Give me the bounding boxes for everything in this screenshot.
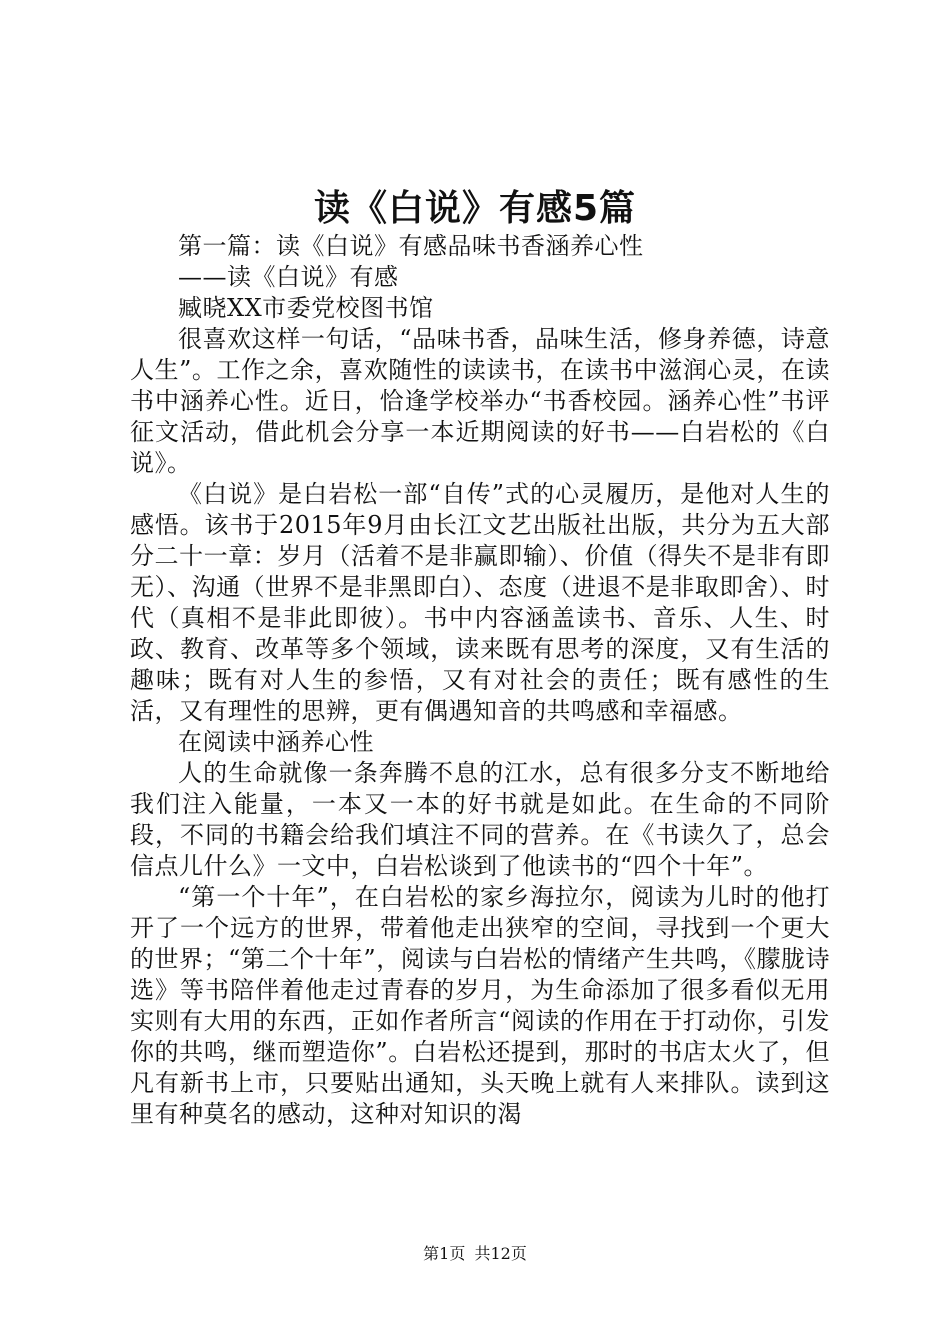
author-line: 臧晓XX市委党校图书馆: [178, 294, 434, 322]
subsection-heading: 在阅读中涵养心性: [178, 728, 374, 756]
page-number: 第1页: [423, 1244, 466, 1263]
page-total: 共12页: [474, 1244, 527, 1263]
page-footer: [0, 1243, 950, 1265]
section-heading: 第一篇：读《白说》有感品味书香涵养心性: [178, 232, 644, 260]
subtitle: ——读《白说》有感: [178, 263, 399, 291]
paragraph: 《白说》是白岩松一部“自传”式的心灵履历，是他对人生的感悟。该书于2015年9月由长江文艺出版社出版，共分为五大部分二十一章：岁月（活着不是非赢即输）、价值（得失不是非有即无）、沟通（世界不是非黑即白）、态度（进退不是非取即舍）、时代（真相不是非此即彼）。书中内容涵盖读书、音乐、人生、时政、教育、改革等多个领域，读来既有思考的深度，又有生活的趣味；既有对人生的参悟，又有对社会的责任；既有感性的生活，又有理性的思辨，更有偶遇知音的共鸣感和幸福感。: [130, 480, 830, 725]
document-title: 读《白说》有感5篇: [313, 188, 637, 229]
document-body: [130, 231, 830, 1130]
paragraph: 人的生命就像一条奔腾不息的江水，总有很多分支不断地给我们注入能量，一本又一本的好书就是如此。在生命的不同阶段，不同的书籍会给我们填注不同的营养。在《书读久了，总会信点儿什么》一文中，白岩松谈到了他读书的“四个十年”。: [130, 759, 830, 880]
paragraph: 很喜欢这样一句话，“品味书香，品味生活，修身养德，诗意人生”。工作之余，喜欢随性的读读书，在读书中滋润心灵，在读书中涵养心性。近日，恰逢学校举办“书香校园。涵养心性”书评征文活动，借此机会分享一本近期阅读的好书——白岩松的《白说》。: [130, 325, 830, 477]
paragraph: “第一个十年”，在白岩松的家乡海拉尔，阅读为儿时的他打开了一个远方的世界，带着他走出狭窄的空间，寻找到一个更大的世界；“第二个十年”，阅读与白岩松的情绪产生共鸣，《朦胧诗选》等书陪伴着他走过青春的岁月，为生命添加了很多看似无用实则有大用的东西，正如作者所言“阅读的作用在于打动你，引发你的共鸣，继而塑造你”。白岩松还提到，那时的书店太火了，但凡有新书上市，只要贴出通知，头天晚上就有人来排队。读到这里有种莫名的感动，这种对知识的渴: [130, 883, 830, 1128]
